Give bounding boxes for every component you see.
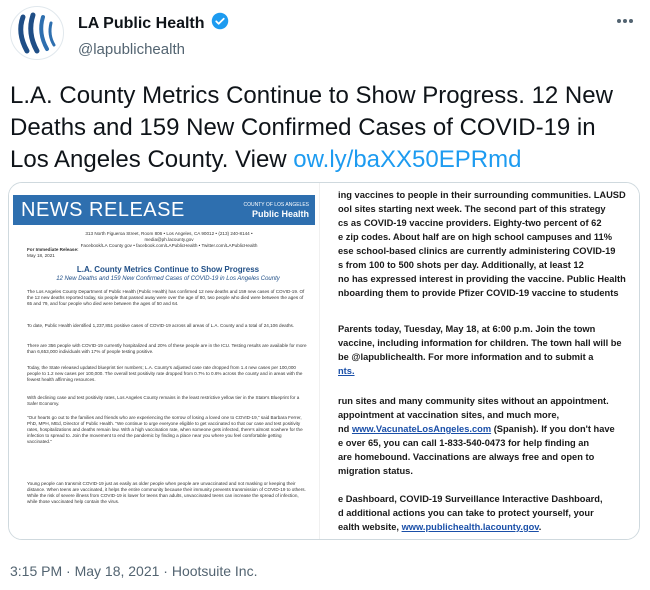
- continued-text-line: [338, 395, 609, 407]
- account-handle[interactable]: @lapublichealth: [78, 41, 185, 58]
- news-release-title: NEWS RELEASE: [21, 199, 185, 221]
- continued-text-line: [338, 273, 626, 285]
- line-text: no has expressed interest in providing the vaccine. Public Health: [338, 274, 626, 284]
- address-line-2: Facebook/LA County gov • facebook.com/LAPublicHealth • Twitter.com/LAPublicHealth: [80, 243, 258, 248]
- logo-line-2: Public Health: [251, 209, 309, 219]
- continued-text-line: [338, 409, 559, 421]
- tweet-header: [10, 6, 640, 62]
- continued-text-line: [338, 189, 626, 201]
- continued-text-line: [338, 337, 622, 349]
- release-info: [27, 247, 79, 259]
- line-link: www.publichealth.lacounty.gov: [401, 522, 539, 532]
- line-link: www.VacunateLosAngeles.com: [351, 424, 492, 434]
- line-text: ool sites starting next week. The second part of this strategy: [338, 204, 606, 214]
- line-text: cs as COVID-19 vaccine providers. Eighty-two percent of 62: [338, 218, 602, 228]
- doc-paragraph: The Los Angeles County Department of Public Health (Public Health) has confirmed 12 new deaths and 159 new cases of COVID-19. Of the 12 new deaths reported today, six people that passed away were over the age of 80, two people who died were between the ages of 65 and 79, and four people who died were between the ages of 50 and 64.: [27, 289, 305, 306]
- continued-text-line: [338, 507, 594, 519]
- line-text: e Dashboard, COVID-19 Surveillance Interactive Dashboard,: [338, 494, 603, 504]
- line-text: appointment at vaccination sites, and much more,: [338, 410, 560, 420]
- line-link: nts.: [338, 366, 355, 376]
- tweet-timestamp[interactable]: 3:15 PM · May 18, 2021 · Hootsuite Inc.: [10, 563, 258, 579]
- continued-text-line: [338, 493, 603, 505]
- address-line-1: 313 North Figueroa Street, Room 806 • Los Angeles, CA 90012 • (213) 240-8144 • media@ph.lacounty.gov: [85, 231, 253, 242]
- news-release-continued: [319, 183, 640, 540]
- doc-subtitle: 12 New Deaths and 159 New Confirmed Cases of COVID-19 in Los Angeles County: [56, 276, 280, 282]
- logo-line-1: COUNTY OF LOS ANGELES: [243, 202, 309, 208]
- account-names: [78, 12, 229, 58]
- line-text: nboarding them to provide Pfizer COVID-19 vaccine to students: [338, 288, 619, 298]
- line-text: .: [538, 522, 542, 532]
- continued-text-line: [338, 323, 595, 335]
- continued-text-line: [338, 521, 541, 533]
- continued-text-line: [338, 245, 615, 257]
- line-text: (Spanish). If you don't have: [491, 424, 615, 434]
- continued-text-line: [338, 259, 584, 271]
- address-block: [69, 231, 269, 249]
- continued-text-line: [338, 217, 602, 229]
- doc-paragraph: Young people can transmit COVID-19 just as easily as older people when people are unvaccinated and not masking or keeping their distance. When teens are vaccinated, it helps the entire community because their immunity prevents transmission of COVID-19 to others. While the risk of severe illness from COVID-19 is lower for teens than adults, unvaccinated teens can increase the spread of infection, while those vaccinated help contain the virus.: [27, 481, 306, 504]
- doc-paragraph: "Our hearts go out to the families and friends who are experiencing the sorrow of losing a loved one to COVID-19," said Barbara Ferrer, PhD, MPH, MEd, Director of Public Health. "We continue to urge everyone eligible to get vaccinated so that our case and test positivity rates, hospitalizations and deaths remain low. With a high vaccination rate, when someone gets infected, there's almost nowhere for the infection to spread to. Join the movement to end the pandemic by finding a place near you where you feel comfortable getting vaccinated.": [27, 415, 303, 444]
- line-text: vaccine, including information for children. The town hall will be: [338, 338, 622, 348]
- display-name-row: [78, 12, 229, 35]
- continued-text-line: [338, 351, 593, 363]
- line-text: s from 100 to 500 shots per day. Additionally, at least 12: [338, 260, 584, 270]
- news-release-banner: [13, 195, 315, 225]
- doc-title: L.A. County Metrics Continue to Show Progress: [76, 265, 260, 274]
- release-label: For Immediate Release:: [27, 247, 79, 252]
- line-text: d additional actions you can take to protect yourself, your: [338, 508, 594, 518]
- news-release-page: [9, 183, 319, 540]
- public-health-logo: [244, 201, 309, 219]
- line-text: ing vaccines to people in their surrounding communities. LAUSD: [338, 190, 626, 200]
- line-text: run sites and many community sites without an appointment.: [338, 396, 609, 406]
- line-text: be @lapublichealth. For more information and to submit a: [338, 352, 594, 362]
- account-avatar[interactable]: [10, 6, 64, 60]
- doc-paragraph: To date, Public Health identified 1,237,851 positive cases of COVID-19 across all areas of L.A. County and a total of 24,106 deaths.: [27, 323, 295, 328]
- tweet-text: [10, 80, 640, 176]
- more-options-icon[interactable]: [614, 10, 636, 32]
- continued-text-line: [338, 231, 612, 243]
- display-name[interactable]: LA Public Health: [78, 14, 205, 32]
- line-text: ese school-based clinics are currently administering COVID-19: [338, 246, 616, 256]
- continued-text-line: [338, 451, 594, 463]
- continued-text-line: [338, 465, 413, 477]
- line-text: e over 65, you can call 1-833-540-0473 for help finding an: [338, 438, 590, 448]
- tweet-body: L.A. County Metrics Continue to Show Progress. 12 New Deaths and 159 New Confirmed Cases of COVID-19 in Los Angeles County. View: [10, 82, 613, 173]
- continued-text-line: [338, 287, 619, 299]
- line-text: Parents today, Tuesday, May 18, at 6:00 p.m. Join the town: [338, 324, 596, 334]
- line-text: migration status.: [338, 466, 413, 476]
- continued-text-line: [338, 423, 615, 435]
- line-text: ealth website,: [338, 522, 402, 532]
- line-text: e zip codes. About half are on high school campuses and 11%: [338, 232, 612, 242]
- continued-text-line: [338, 365, 355, 377]
- doc-paragraph: With declining case and test positivity rates, Los Angeles County remains in the least restrictive yellow tier in the State's Blueprint for a Safer Economy.: [27, 395, 300, 406]
- continued-text-line: [338, 203, 606, 215]
- tweet-link[interactable]: ow.ly/baXX50EPRmd: [293, 146, 522, 173]
- line-text: are homebound. Vaccinations are always free and open to: [338, 452, 595, 462]
- doc-paragraph: There are 356 people with COVID-19 currently hospitalized and 20% of these people are in the ICU. Testing results are available for more than 6,653,000 individuals with 17% of people testing positive.: [27, 343, 307, 354]
- tweet-media-image[interactable]: [8, 182, 640, 540]
- continued-text-line: [338, 437, 589, 449]
- verified-badge-icon: [211, 12, 229, 35]
- doc-paragraph: Today, the State released updated blueprint tier numbers; L.A. County's adjusted case rate dropped from 1.4 new cases per 100,000 people to 1.2 new cases per 100,000. The overall test positivity rate dropped from 0.7% to 0.6% across the county and in areas with the fewest health affirming resources.: [27, 365, 303, 382]
- line-text: nd: [338, 424, 352, 434]
- release-date: May 18, 2021: [27, 253, 55, 258]
